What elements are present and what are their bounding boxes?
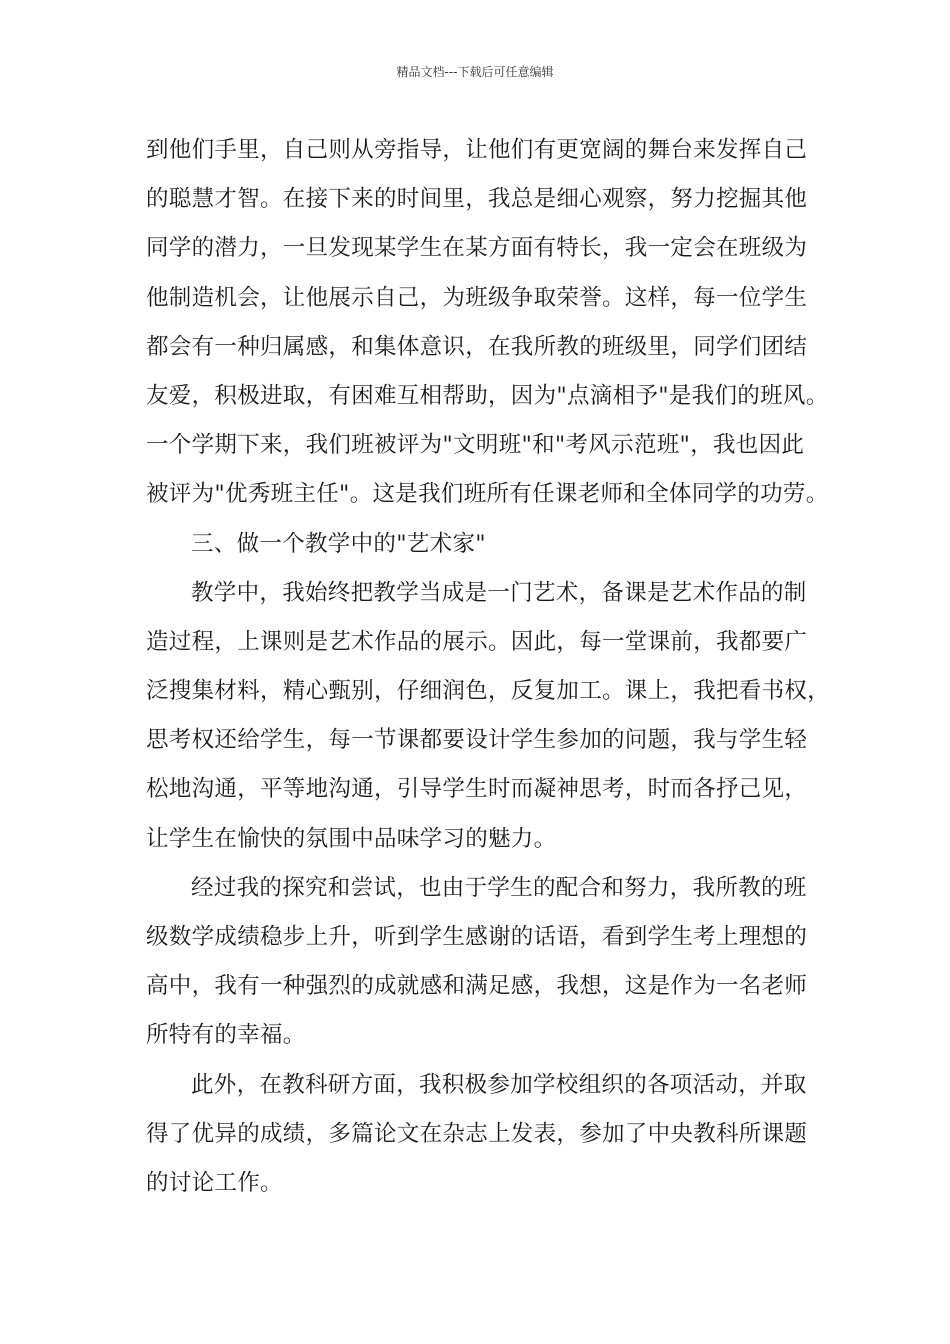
text-line: 的讨论工作。 (146, 1169, 283, 1196)
text-line: 都会有一种归属感，和集体意识，在我所教的班级里，同学们团结 (146, 333, 808, 360)
text-line: 泛搜集材料，精心甄别，仔细润色，反复加工。课上，我把看书权， (146, 678, 831, 705)
text-line: 级数学成绩稳步上升，听到学生感谢的话语，看到学生考上理想的 (146, 924, 808, 950)
document-body (146, 130, 831, 1212)
text-line: 同学的潜力，一旦发现某学生在某方面有特长，我一定会在班级为 (146, 235, 808, 262)
text-line: 松地沟通，平等地沟通，引导学生时而凝神思考，时而各抒己见， (146, 776, 808, 803)
text-line: 让学生在愉快的氛围中品味学习的魅力。 (146, 825, 557, 852)
page-header: 精品文档---下载后可任意编辑 (396, 65, 554, 79)
text-line: 的聪慧才智。在接下来的时间里，我总是细心观察，努力挖掘其他 (146, 186, 808, 213)
text-line: 所特有的幸福。 (146, 1022, 306, 1049)
text-line: 友爱，积极进取，有困难互相帮助，因为"点滴相予"是我们的班风。 (146, 382, 829, 409)
text-line: 被评为"优秀班主任"。这是我们班所有任课老师和全体同学的功劳。 (146, 481, 829, 508)
paragraph-first-line: 三、做一个教学中的"艺术家" (191, 530, 486, 557)
text-line: 到他们手里，自己则从旁指导，让他们有更宽阔的舞台来发挥自己 (146, 137, 808, 163)
text-line: 他制造机会，让他展示自己，为班级争取荣誉。这样，每一位学生 (146, 284, 808, 311)
text-line: 一个学期下来，我们班被评为"文明班"和"考风示范班"，我也因此 (146, 432, 805, 459)
text-line: 得了优异的成绩，多篇论文在杂志上发表，参加了中央教科所课题 (146, 1120, 808, 1147)
paragraph-first-line: 经过我的探究和尝试，也由于学生的配合和努力，我所教的班 (191, 874, 807, 901)
paragraph-first-line: 教学中，我始终把教学当成是一门艺术，备课是艺术作品的制 (191, 579, 807, 606)
text-line: 高中，我有一种强烈的成就感和满足感，我想，这是作为一名老师 (146, 973, 808, 1000)
text-line: 造过程，上课则是艺术作品的展示。因此，每一堂课前，我都要广 (146, 628, 808, 655)
text-line: 思考权还给学生，每一节课都要设计学生参加的问题，我与学生轻 (146, 727, 808, 754)
paragraph-first-line: 此外，在教科研方面，我积极参加学校组织的各项活动，并取 (191, 1071, 807, 1098)
